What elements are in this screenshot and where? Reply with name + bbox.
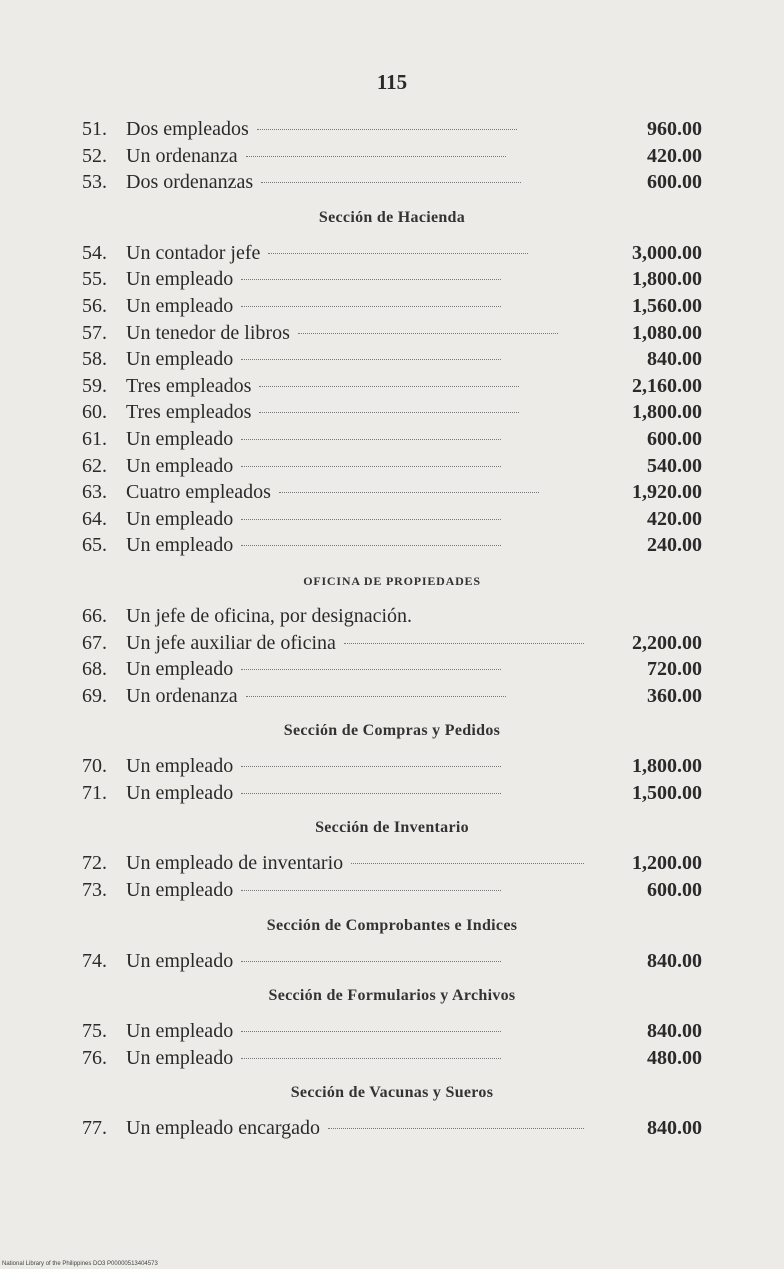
list-item (82, 373, 702, 400)
list-item (82, 1115, 702, 1142)
dot-leader (279, 492, 539, 493)
item-description: Dos ordenanzas (126, 171, 254, 194)
item-amount: 420.00 (647, 144, 702, 167)
dot-leader (241, 1058, 501, 1059)
item-amount: 840.00 (647, 1020, 702, 1043)
item-description: Un empleado (126, 507, 234, 530)
dot-leader (328, 1128, 584, 1129)
item-number: 62. (82, 454, 107, 477)
dot-leader (241, 793, 501, 794)
item-number: 57. (82, 321, 107, 344)
dot-leader (259, 386, 519, 387)
item-amount: 960.00 (647, 118, 702, 140)
item-number: 63. (82, 481, 107, 504)
item-number: 53. (82, 171, 107, 194)
item-description: Un ordenanza (126, 144, 238, 167)
item-description: Un jefe de oficina, por designación. (126, 604, 413, 627)
item-description: Un empleado de inventario (126, 852, 344, 875)
dot-leader (351, 863, 584, 864)
list-item (82, 479, 702, 506)
item-amount: 840.00 (647, 348, 702, 371)
dot-leader (241, 439, 501, 440)
item-number: 60. (82, 401, 107, 424)
item-description: Un empleado (126, 658, 234, 681)
section-title: Sección de Vacunas y Sueros (290, 1084, 494, 1102)
item-description: Dos empleados (126, 118, 249, 140)
item-number: 56. (82, 294, 107, 317)
page-number: 115 (376, 70, 408, 94)
item-description: Un empleado (126, 268, 234, 291)
dot-leader (268, 253, 528, 254)
item-description: Un empleado (126, 949, 234, 972)
dot-leader (241, 669, 501, 670)
item-description: Tres empleados (126, 401, 252, 424)
item-number: 72. (82, 852, 107, 875)
section-title: OFICINA DE PROPIEDADES (303, 573, 481, 588)
item-amount: 840.00 (647, 949, 702, 972)
item-amount: 420.00 (647, 507, 702, 530)
item-description: Un empleado (126, 755, 234, 778)
item-amount: 600.00 (647, 427, 702, 450)
item-number: 77. (82, 1117, 107, 1140)
item-amount: 1,800.00 (632, 268, 702, 291)
dot-leader (241, 890, 501, 891)
item-number: 69. (82, 684, 107, 707)
list-item (82, 877, 702, 904)
item-amount: 240.00 (647, 534, 702, 557)
item-description: Un empleado (126, 781, 234, 804)
list-item (82, 850, 702, 877)
item-description: Un empleado (126, 294, 234, 317)
item-number: 55. (82, 268, 107, 291)
item-description: Un tenedor de libros (126, 321, 290, 344)
list-item (82, 346, 702, 373)
item-number: 52. (82, 144, 107, 167)
library-footer: National Library of the Philippines DO3 P00000513404573 (2, 1261, 158, 1267)
dot-leader (241, 1031, 501, 1032)
dot-leader (259, 412, 519, 413)
section-title: Sección de Compras y Pedidos (283, 722, 501, 740)
dot-leader (241, 519, 501, 520)
item-amount: 720.00 (647, 658, 702, 681)
item-amount: 1,560.00 (632, 294, 702, 317)
item-number: 59. (82, 374, 107, 397)
list-item (82, 1018, 702, 1045)
item-amount: 1,800.00 (632, 755, 702, 778)
section-title: Sección de Comprobantes e Indices (266, 916, 518, 934)
dot-leader (298, 333, 558, 334)
item-number: 66. (82, 604, 107, 627)
list-item (82, 948, 702, 975)
section-title: Sección de Formularios y Archivos (268, 987, 516, 1005)
item-number: 75. (82, 1020, 107, 1043)
dot-leader (246, 696, 506, 697)
list-item (82, 506, 702, 533)
item-number: 76. (82, 1046, 107, 1069)
item-description: Un empleado (126, 1046, 234, 1069)
section-title: Sección de Hacienda (318, 208, 466, 226)
dot-leader (241, 961, 501, 962)
dot-leader (241, 306, 501, 307)
item-description: Un empleado (126, 454, 234, 477)
item-amount: 600.00 (647, 879, 702, 902)
list-item (82, 116, 702, 143)
list-item (82, 453, 702, 480)
item-description: Un empleado encargado (126, 1117, 320, 1140)
item-amount: 480.00 (647, 1046, 702, 1069)
item-number: 68. (82, 658, 107, 681)
dot-leader (241, 359, 501, 360)
item-amount: 360.00 (647, 684, 702, 707)
item-number: 58. (82, 348, 107, 371)
list-item (82, 1045, 702, 1072)
list-item (82, 780, 702, 807)
item-number: 65. (82, 534, 107, 557)
item-description: Un contador jefe (126, 241, 261, 264)
item-amount: 600.00 (647, 171, 702, 194)
list-item (82, 683, 702, 710)
dot-leader (261, 182, 521, 183)
item-number: 70. (82, 755, 107, 778)
list-item (82, 603, 702, 630)
dot-leader (246, 156, 506, 157)
item-number: 67. (82, 631, 107, 654)
list-item (82, 143, 702, 170)
item-number: 61. (82, 427, 107, 450)
dot-leader (344, 643, 584, 644)
item-description: Un empleado (126, 879, 234, 902)
item-number: 71. (82, 781, 107, 804)
list-item (82, 266, 702, 293)
dot-leader (241, 466, 501, 467)
item-number: 73. (82, 879, 107, 902)
list-item (82, 426, 702, 453)
item-description: Tres empleados (126, 374, 252, 397)
item-description: Un empleado (126, 427, 234, 450)
item-number: 54. (82, 241, 107, 264)
item-number: 51. (82, 118, 107, 140)
item-amount: 1,800.00 (632, 401, 702, 424)
item-amount: 2,160.00 (632, 374, 702, 397)
item-amount: 1,920.00 (632, 481, 702, 504)
item-amount: 1,200.00 (632, 852, 702, 875)
budget-list (82, 116, 702, 1142)
item-description: Un empleado (126, 534, 234, 557)
list-item (82, 293, 702, 320)
list-item (82, 753, 702, 780)
dot-leader (241, 766, 501, 767)
list-item (82, 399, 702, 426)
dot-leader (241, 279, 501, 280)
item-amount: 1,500.00 (632, 781, 702, 804)
dot-leader (257, 129, 517, 130)
item-amount: 2,200.00 (632, 631, 702, 654)
item-description: Un ordenanza (126, 684, 238, 707)
list-item (82, 656, 702, 683)
list-item (82, 320, 702, 347)
item-number: 74. (82, 949, 107, 972)
item-number: 64. (82, 507, 107, 530)
item-amount: 1,080.00 (632, 321, 702, 344)
item-amount: 540.00 (647, 454, 702, 477)
list-item (82, 240, 702, 267)
list-item (82, 532, 702, 559)
dot-leader (241, 545, 501, 546)
list-item (82, 630, 702, 657)
item-description: Un jefe auxiliar de oficina (126, 631, 336, 654)
section-title: Sección de Inventario (315, 819, 469, 837)
item-description: Un empleado (126, 1020, 234, 1043)
item-amount: 840.00 (647, 1117, 702, 1140)
item-description: Cuatro empleados (126, 481, 271, 504)
list-item (82, 169, 702, 196)
item-description: Un empleado (126, 348, 234, 371)
item-amount: 3,000.00 (632, 241, 702, 264)
